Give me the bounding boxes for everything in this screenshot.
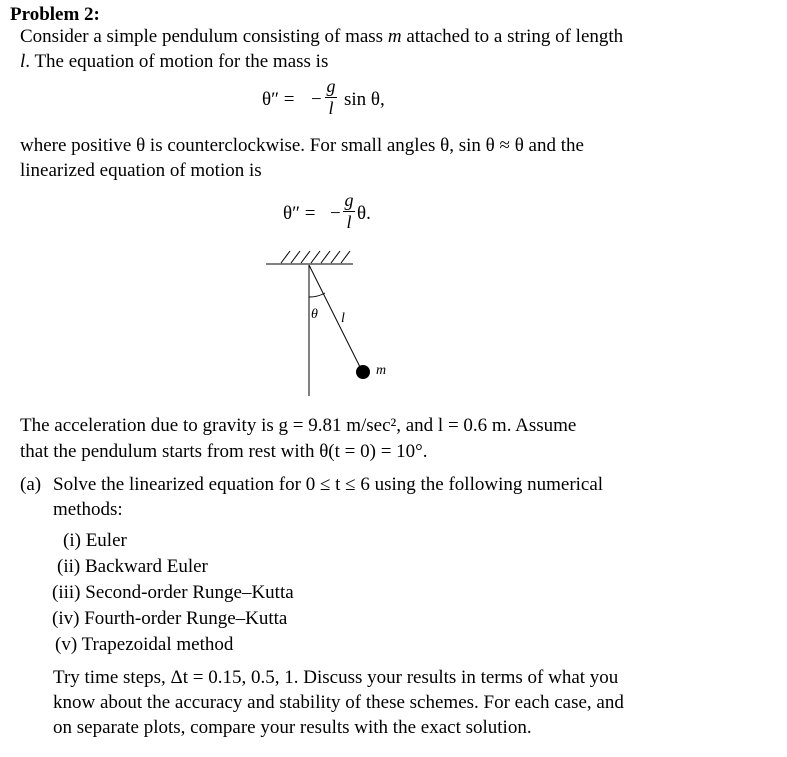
closing-line-2: know about the accuracy and stability of these schemes. For each case, and — [53, 692, 624, 713]
hatch-mark — [291, 251, 300, 263]
hatch-mark — [311, 251, 320, 263]
gravity-line-2: that the pendulum starts from rest with θ(t = 0) = 10°. — [20, 441, 428, 462]
eq2-rhs: θ. — [357, 203, 371, 224]
eq1-denominator: l — [328, 98, 334, 118]
closing-line-1: Try time steps, Δt = 0.15, 0.5, 1. Discuss your results in terms of what you — [53, 667, 619, 688]
method-name: Euler — [85, 530, 127, 551]
eq2-lhs: θ″ = — [283, 203, 316, 224]
hatch-mark — [341, 251, 350, 263]
problem-title: Problem 2: — [10, 4, 100, 25]
intro-text-end: attached to a string of length — [406, 26, 624, 47]
hatch-mark — [321, 251, 330, 263]
ceiling-hatching — [266, 251, 353, 264]
method-number: (iii) — [52, 582, 81, 603]
angle-arc — [309, 293, 325, 297]
intro-line-2-text: . The equation of motion for the mass is — [25, 51, 329, 72]
method-name: Trapezoidal method — [81, 634, 234, 655]
middle-line-1: where positive θ is counterclockwise. For small angles θ, sin θ ≈ θ and the — [20, 135, 584, 156]
hatch-mark — [331, 251, 340, 263]
method-name: Backward Euler — [84, 556, 208, 577]
method-name: Fourth-order Runge–Kutta — [84, 608, 288, 629]
method-name: Second-order Runge–Kutta — [85, 582, 294, 603]
part-a-line-1: Solve the linearized equation for 0 ≤ t ≤ 6 using the following numerical — [53, 474, 604, 495]
mass-symbol: m — [387, 26, 402, 47]
length-label: l — [341, 311, 345, 326]
eq1-lhs: θ″ = — [262, 89, 295, 110]
method-number: (i) — [63, 530, 81, 551]
eq1-rhs: sin θ, — [344, 89, 385, 110]
hatch-mark — [281, 251, 290, 263]
list-item — [57, 555, 208, 579]
eq2-minus: − — [330, 203, 341, 224]
middle-line-2: linearized equation of motion is — [20, 160, 262, 181]
list-item — [52, 581, 294, 605]
part-a-line-2: methods: — [53, 499, 123, 520]
length-symbol: l — [20, 51, 26, 72]
theta-label: θ — [311, 307, 318, 322]
list-item — [52, 607, 287, 631]
pendulum-mass — [356, 365, 370, 379]
method-number: (ii) — [57, 556, 81, 577]
part-a-label: (a) — [20, 474, 42, 495]
mass-label: m — [376, 363, 387, 378]
list-item — [55, 633, 233, 657]
eq1-minus: − — [311, 89, 322, 110]
list-item — [63, 529, 127, 553]
closing-line-3: on separate plots, compare your results with the exact solution. — [53, 717, 532, 738]
gravity-line-1: The acceleration due to gravity is g = 9.81 m/sec², and l = 0.6 m. Assume — [20, 415, 577, 436]
eq2-numerator: g — [344, 190, 354, 210]
hatch-mark — [301, 251, 310, 263]
method-number: (v) — [55, 634, 78, 655]
eq2-denominator: l — [346, 212, 352, 232]
eq1-numerator: g — [326, 76, 336, 96]
intro-text: Consider a simple pendulum consisting of mass — [20, 26, 384, 47]
method-number: (iv) — [52, 608, 80, 629]
